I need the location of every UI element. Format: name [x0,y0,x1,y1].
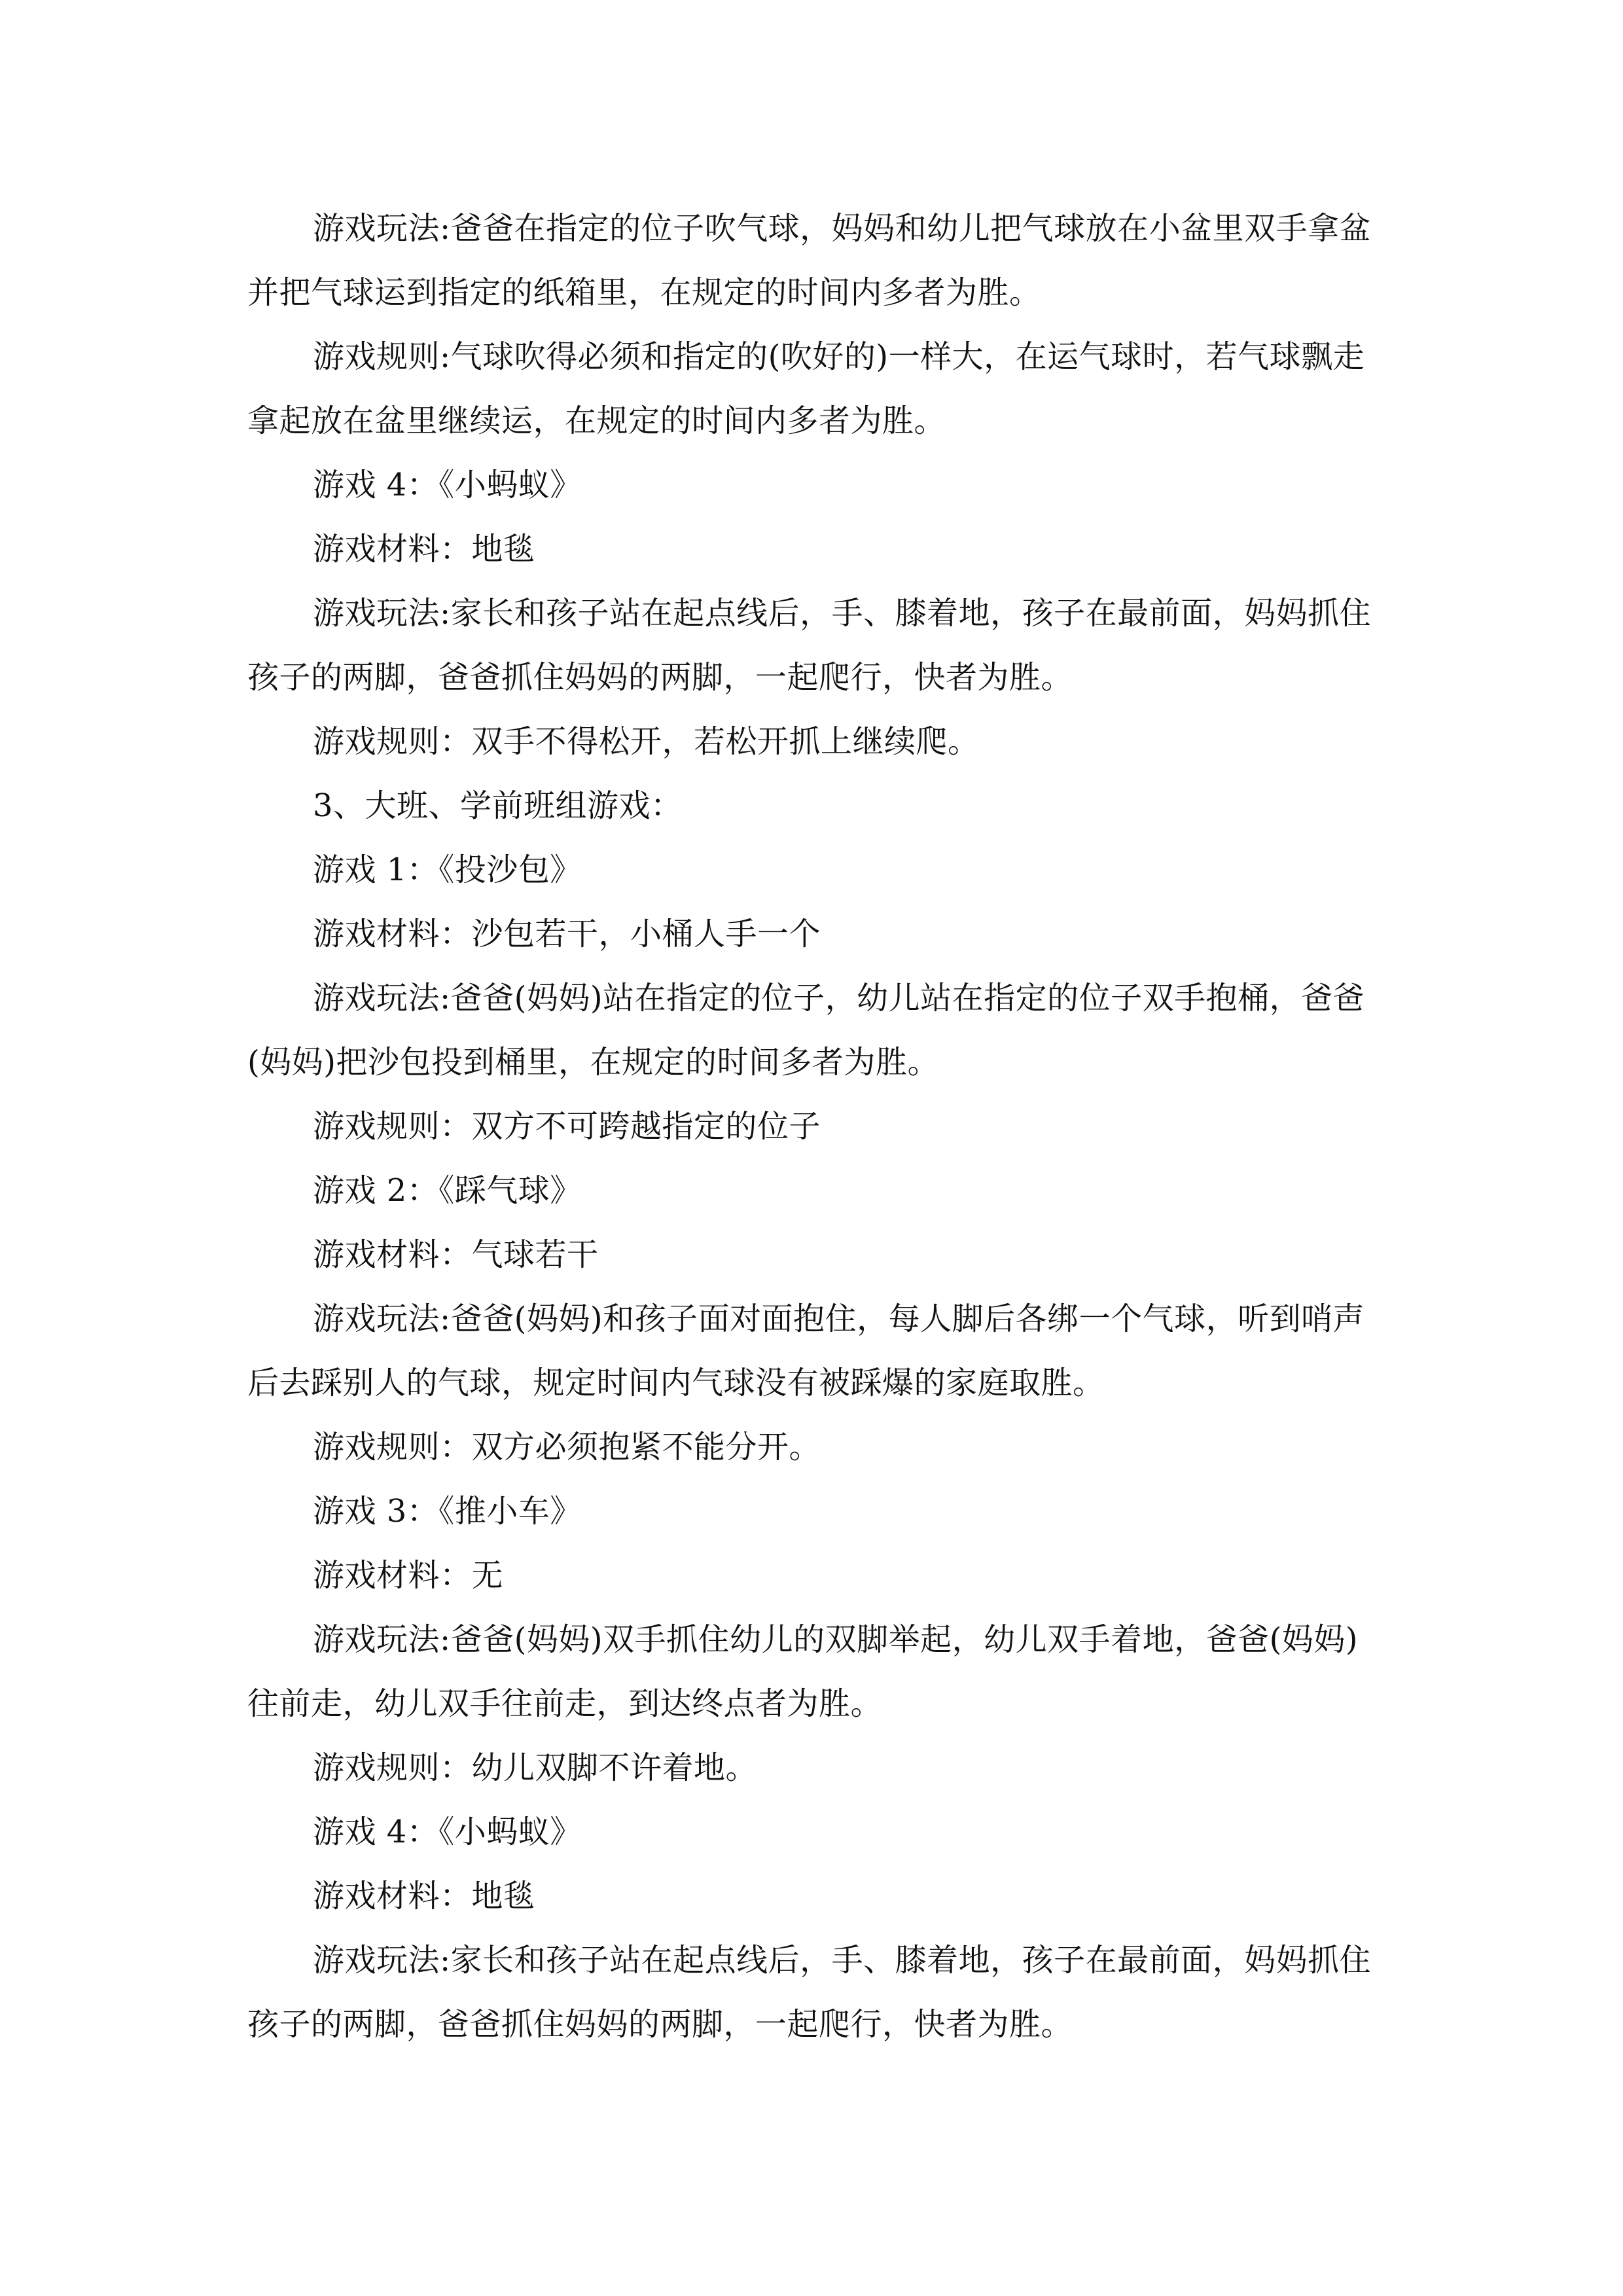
paragraph-senior-game4-title: 游戏 4：《小蚂蚁》 [313,1814,582,1850]
document-body [247,196,1380,2056]
paragraph-senior-game4-play: 游戏玩法:家长和孩子站在起点线后，手、膝着地，孩子在最前面，妈妈抓住孩子的两脚，爸爸抓住妈妈的两脚，一起爬行，快者为胜。 [247,1942,1372,2043]
paragraph-senior-game2-materials: 游戏材料：气球若干 [313,1236,599,1273]
paragraph-senior-game1-rules: 游戏规则：双方不可跨越指定的位子 [313,1108,821,1145]
paragraph-senior-game1-materials: 游戏材料：沙包若干，小桶人手一个 [313,916,821,952]
paragraph-game4-play: 游戏玩法:家长和孩子站在起点线后，手、膝着地，孩子在最前面，妈妈抓住孩子的两脚，爸爸抓住妈妈的两脚，一起爬行，快者为胜。 [247,595,1372,696]
paragraph-senior-game2-play: 游戏玩法:爸爸(妈妈)和孩子面对面抱住，每人脚后各绑一个气球，听到哨声后去踩别人的气球，规定时间内气球没有被踩爆的家庭取胜。 [247,1300,1365,1401]
paragraph-senior-game2-title: 游戏 2：《踩气球》 [313,1172,582,1209]
paragraph-game4-materials: 游戏材料：地毯 [313,531,535,567]
paragraph-game3-play: 游戏玩法:爸爸在指定的位子吹气球，妈妈和幼儿把气球放在小盆里双手拿盆并把气球运到指定的纸箱里，在规定的时间内多者为胜。 [247,210,1372,311]
paragraph-senior-game3-rules: 游戏规则：幼儿双脚不许着地。 [313,1749,758,1786]
paragraph-senior-game4-materials: 游戏材料：地毯 [313,1878,535,1914]
paragraph-game3-rules: 游戏规则:气球吹得必须和指定的(吹好的)一样大，在运气球时，若气球飘走拿起放在盆里继续运，在规定的时间内多者为胜。 [247,338,1365,439]
paragraph-game4-rules: 游戏规则：双手不得松开，若松开抓上继续爬。 [313,723,980,760]
paragraph-senior-game3-materials: 游戏材料：无 [313,1557,504,1594]
paragraph-senior-game1-play: 游戏玩法:爸爸(妈妈)站在指定的位子，幼儿站在指定的位子双手抱桶，爸爸(妈妈)把沙包投到桶里，在规定的时间多者为胜。 [247,980,1365,1081]
paragraph-senior-game2-rules: 游戏规则：双方必须抱紧不能分开。 [313,1429,821,1465]
section-heading-senior-class: 3、大班、学前班组游戏： [313,787,683,824]
paragraph-senior-game3-play: 游戏玩法:爸爸(妈妈)双手抓住幼儿的双脚举起，幼儿双手着地，爸爸(妈妈)往前走，幼儿双手往前走，到达终点者为胜。 [247,1621,1359,1722]
paragraph-senior-game3-title: 游戏 3：《推小车》 [313,1493,582,1530]
paragraph-game4-title: 游戏 4：《小蚂蚁》 [313,467,582,503]
paragraph-senior-game1-title: 游戏 1：《投沙包》 [313,852,582,888]
